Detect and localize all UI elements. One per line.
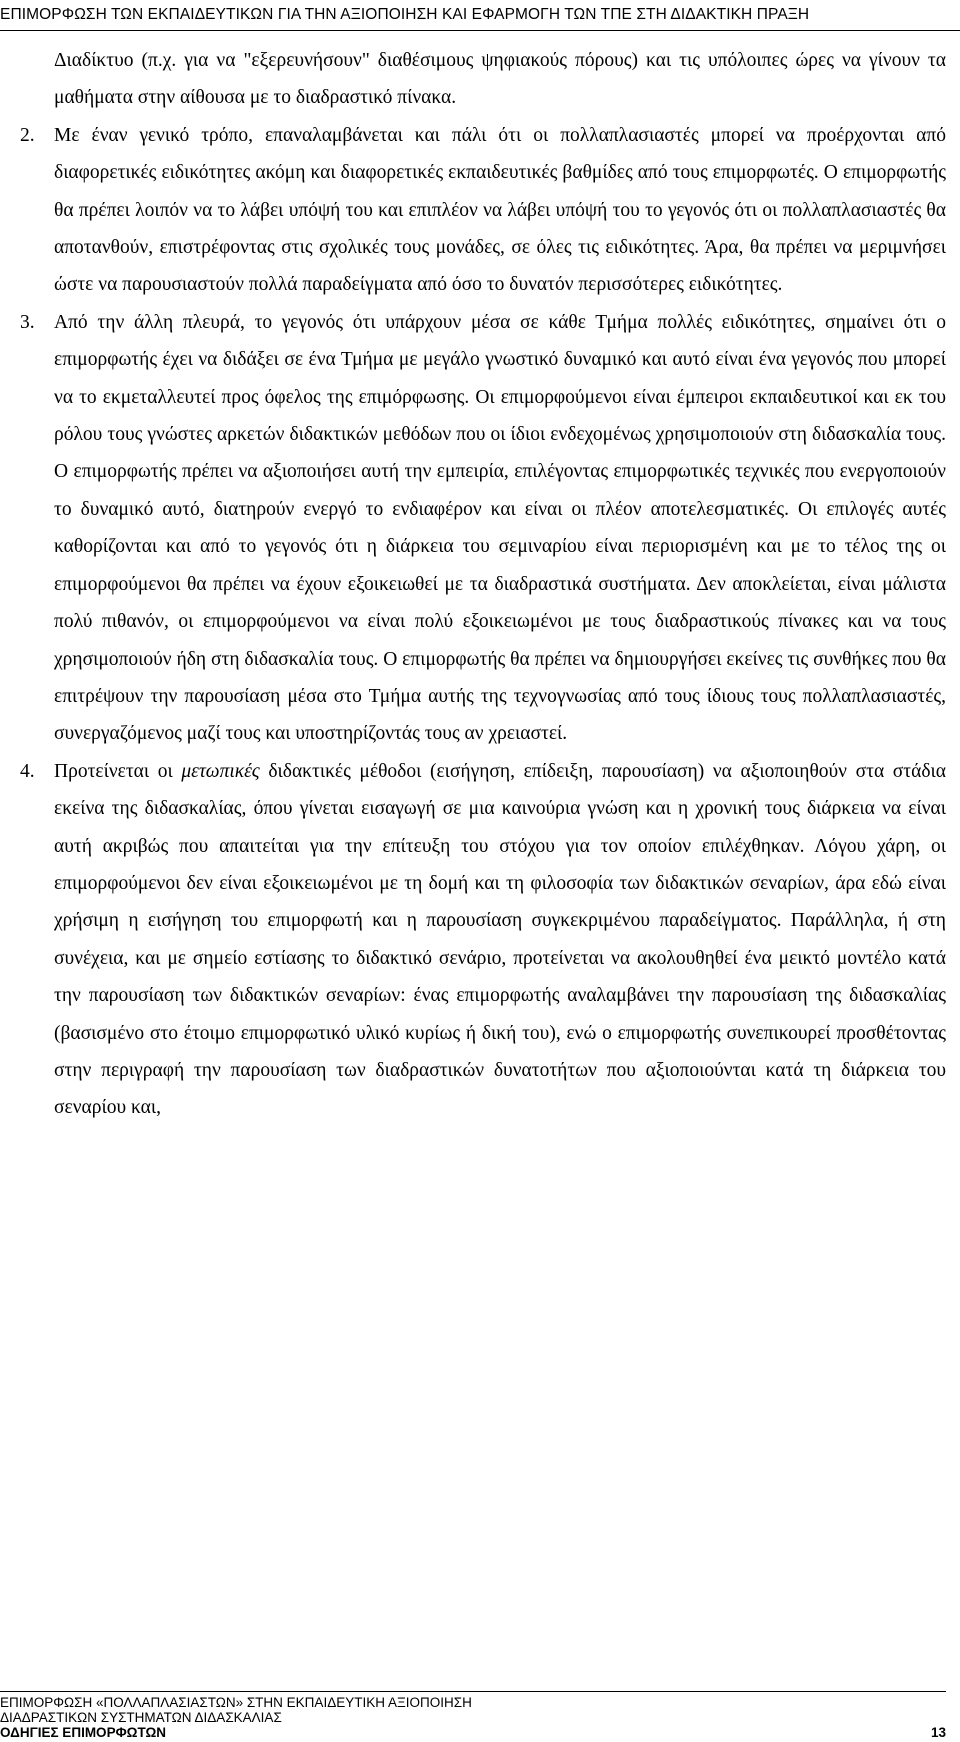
running-footer <box>0 1695 946 1740</box>
list-item-3 <box>0 304 946 753</box>
list-item-2 <box>0 117 946 304</box>
running-header: ΕΠΙΜΟΡΦΩΣΗ ΤΩΝ ΕΚΠΑΙΔΕΥΤΙΚΩΝ ΓΙΑ ΤΗΝ ΑΞΙΟΠΟΙΗΣΗ ΚΑΙ ΕΦΑΡΜΟΓΗ ΤΩΝ ΤΠΕ ΣΤΗ ΔΙΔΑΚΤΙΚΗ ΠΡΑΞΗ <box>0 6 810 23</box>
footer-line-3: ΟΔΗΓΙΕΣ ΕΠΙΜΟΡΦΩΤΩΝ <box>0 1725 167 1740</box>
list-item-text: Από την άλλη πλευρά, το γεγονός ότι υπάρχουν μέσα σε κάθε Τμήμα πολλές ειδικότητες, σημαίνει ότι ο επιμορφωτής έχει να διδάξει σε ένα Τμήμα με μεγάλο γνωστικό δυναμικό και αυτό είναι ένα γεγονός που μπορεί να το εκμεταλλευτεί προς όφελος της επιμόρφωσης. Οι επιμορφούμενοι είναι έμπειροι εκπαιδευτικοί και εκ του ρόλου τους γνώστες αρκετών διδακτικών μεθόδων που οι ίδιοι ενδεχομένως χρησιμοποιούν στη διδασκαλία τους. Ο επιμορφωτής πρέπει να αξιοποιήσει αυτή την εμπειρία, επιλέγοντας επιμορφωτικές τεχνικές που ενεργοποιούν το δυναμικό αυτό, διατηρούν ενεργό το ενδιαφέρον και είναι οι πλέον αποτελεσματικές. Οι επιλογές αυτές καθορίζονται και από το γεγονός ότι η διάρκεια του σεμιναρίου είναι περιορισμένη και με το τέλος της οι επιμορφούμενοι θα πρέπει να έχουν εξοικειωθεί με τα διαδραστικά συστήματα. Δεν αποκλείεται, είναι μάλιστα πολύ πιθανόν, οι επιμορφούμενοι να είναι πολύ εξοικειωμένοι με τους διαδραστικούς πίνακες και να τους χρησιμοποιούν ήδη στη διδασκαλία τους. Ο επιμορφωτής θα πρέπει να δημιουργήσει εκείνες τις συνθήκες που θα επιτρέψουν την παρουσίαση μέσα στο Τμήμα αυτής της τεχνογνωσίας από τους ίδιους τους πολλαπλασιαστές, συνεργαζόμενος μαζί τους και υποστηρίζοντάς τους αν χρειαστεί. <box>54 311 946 745</box>
list-item-number: 4. <box>20 760 35 782</box>
header-rule <box>0 30 960 31</box>
text-after-emphasis: διδακτικές μέθοδοι (εισήγηση, επίδειξη, παρουσίαση) να αξιοποιηθούν στα στάδια εκείνα της διδασκαλίας, όπου γίνεται εισαγωγή σε μια καινούρια γνώση και η χρονική τους διάρκεια να είναι αυτή ακριβώς που απαιτείται για την επίτευξη του στόχου για τον οποίον επιλέχθηκαν. Λόγου χάρη, οι επιμορφούμενοι δεν είναι εξοικειωμένοι με τη δομή και τη φιλοσοφία των διδακτικών σεναρίων, άρα εδώ είναι χρήσιμη η εισήγηση του επιμορφωτή και η παρουσίαση συγκεκριμένου παραδείγματος. Παράλληλα, ή στη συνέχεια, και με σημείο εστίασης το διδακτικό σενάριο, προτείνεται να ακολουθηθεί ένα μεικτό μοντέλο κατά την παρουσίαση των διδακτικών σεναρίων: ένας επιμορφωτής αναλαμβάνει την παρουσίαση της διδασκαλίας (βασισμένο στο έτοιμο επιμορφωτικό υλικό κυρίως ή δική του), ενώ ο επιμορφωτής συνεπικουρεί προσθέτοντας στην περιγραφή την παρουσίαση των διαδραστικών δυνατοτήτων που αξιοποιούνται κατά τη διάρκεια του σεναρίου και, <box>54 760 946 1119</box>
text-before-emphasis: Προτείνεται οι <box>54 760 182 782</box>
list-item-number: 3. <box>20 311 35 333</box>
footer-line-2: ΔΙΑΔΡΑΣΤΙΚΩΝ ΣΥΣΤΗΜΑΤΩΝ ΔΙΔΑΣΚΑΛΙΑΣ <box>0 1710 282 1725</box>
footer-line-1: ΕΠΙΜΟΡΦΩΣΗ «ΠΟΛΛΑΠΛΑΣΙΑΣΤΩΝ» ΣΤΗΝ ΕΚΠΑΙΔΕΥΤΙΚΗ ΑΞΙΟΠΟΙΗΣΗ <box>0 1695 472 1710</box>
list-item-text: Με έναν γενικό τρόπο, επαναλαμβάνεται και πάλι ότι οι πολλαπλασιαστές μπορεί να προέρχονται από διαφορετικές ειδικότητες ακόμη και διαφορετικές εκπαιδευτικές βαθμίδες από τους επιμορφωτές. Ο επιμορφωτής θα πρέπει λοιπόν να το λάβει υπόψή του και επιπλέον να λάβει υπόψή του το γεγονός ότι οι πολλαπλασιαστές θα αποτανθούν, επιστρέφοντας στις σχολικές τους μονάδες, σε όλες τις ειδικότητες. Άρα, θα πρέπει να μεριμνήσει ώστε να παρουσιαστούν πολλά παραδείγματα από όσο το δυνατόν περισσότερες ειδικότητες. <box>54 124 946 296</box>
list-item-text <box>54 753 946 1127</box>
footer-rule <box>0 1691 946 1692</box>
list-item-4 <box>0 753 946 1127</box>
intro-paragraph: Διαδίκτυο (π.χ. για να "εξερευνήσουν" διαθέσιμους ψηφιακούς πόρους) και τις υπόλοιπες ώρες να γίνουν τα μαθήματα στην αίθουσα με το διαδραστικό πίνακα. <box>54 50 946 109</box>
page-number: 13 <box>930 1725 946 1740</box>
list-item-number: 2. <box>20 124 35 146</box>
emphasized-term: μετωπικές <box>181 760 260 782</box>
body-text <box>0 42 946 1127</box>
